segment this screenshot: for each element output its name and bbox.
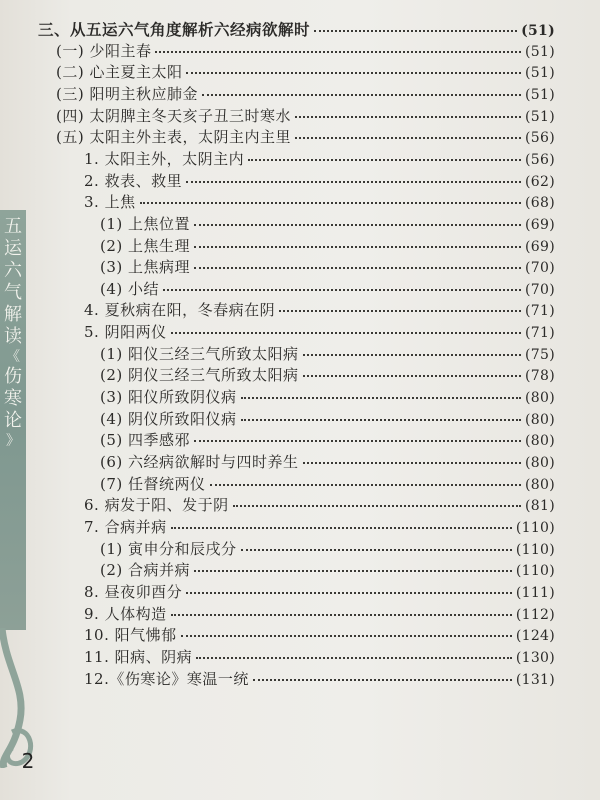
toc-entry-page: (80) [525,433,555,450]
dot-leader [194,245,521,248]
toc-entry-page: (112) [515,606,555,623]
toc-entry [56,105,555,126]
toc-entry [84,191,555,212]
toc-entry-page: (51) [521,23,555,39]
toc-entry-title: 4. 夏秋病在阳，冬春病在阴 [84,301,276,320]
book-title-char: 》 [6,433,20,449]
book-title-char: 六 [4,260,22,281]
toc-entry [84,624,555,645]
toc-entry-page: (56) [525,151,555,168]
toc-entry-title: 5. 阴阳两仪 [84,323,167,342]
toc-entry-title: (三) 阳明主秋应肺金 [56,84,198,103]
toc-entry-title: 1. 太阳主外，太阴主内 [84,149,245,168]
toc-entry [84,668,555,689]
dot-leader [171,526,512,529]
dot-leader [186,180,521,183]
book-title-char: 《 [6,349,20,365]
toc-entry-page: (80) [525,411,555,428]
toc-entry-title: 2. 救表、救里 [84,171,183,190]
book-title-char: 运 [4,238,22,259]
toc-entry-page: (110) [515,541,555,558]
dot-leader [241,396,522,399]
dot-leader [171,613,512,616]
toc-entry-title: 7. 合病并病 [84,517,167,536]
dot-leader [241,548,512,551]
toc-entry-title: (4) 阴仪所致阳仪病 [100,409,237,428]
toc-entry-page: (51) [525,43,555,60]
dot-leader [194,439,521,442]
dot-leader [295,115,521,118]
toc-entry [84,494,555,515]
toc-entry [38,18,555,40]
toc-entry [100,343,555,364]
dot-leader [241,418,522,421]
toc-entry-title: (五) 太阳主外主表，太阴主内主里 [56,128,291,147]
toc-entry-title: (2) 上焦生理 [100,236,191,255]
toc-entry [100,538,555,559]
dot-leader [233,504,521,507]
dot-leader [194,223,521,226]
dot-leader [314,29,517,32]
toc-entry-page: (78) [525,368,555,385]
toc-entry-title: (1) 上焦位置 [100,214,191,233]
toc-entry-page: (80) [525,476,555,493]
toc-entry [100,451,555,472]
toc-entry-page: (69) [525,216,555,233]
dot-leader [186,71,521,74]
toc-entry-title: (4) 小结 [100,279,160,298]
toc-entry-title: 8. 昼夜卯酉分 [84,582,183,601]
toc-entry-title: (四) 太阴脾主冬天亥子丑三时寒水 [56,106,291,125]
toc-entry-title: (3) 阳仪所致阴仪病 [100,388,237,407]
dot-leader [194,266,521,269]
dot-leader [194,569,512,572]
book-title-char: 寒 [4,388,22,409]
toc-entry-page: (75) [525,346,555,363]
dot-leader [140,201,521,204]
toc-entry [100,235,555,256]
dot-leader [181,634,512,637]
toc-entry-title: (二) 心主夏主太阳 [56,63,183,82]
toc-entry [100,213,555,234]
toc-entry-title: (1) 寅申分和辰戌分 [100,539,237,558]
toc-entry [100,408,555,429]
toc-entry-title: (1) 阳仪三经三气所致太阳病 [100,344,299,363]
toc-entry [56,126,555,147]
page-number: 2 [21,749,35,773]
toc-entry [100,278,555,299]
toc-entry-title: 三、从五运六气角度解析六经病欲解时 [38,20,311,39]
book-title-char: 解 [4,304,22,325]
toc-entry-page: (71) [525,325,555,342]
book-title-char: 伤 [4,366,22,387]
toc-entry [100,364,555,385]
dot-leader [248,158,521,161]
toc-entry-page: (70) [525,260,555,277]
toc-entry-title: (3) 上焦病理 [100,258,191,277]
dot-leader [202,93,521,96]
toc-entry-page: (51) [525,65,555,82]
toc-entry [84,646,555,667]
toc-entry-title: (一) 少阳主春 [56,41,152,60]
toc-entry [56,61,555,82]
toc-entry-page: (80) [525,390,555,407]
toc-entry-page: (69) [525,238,555,255]
dot-leader [186,591,512,594]
toc-entry-page: (111) [515,584,555,601]
dot-leader [303,353,522,356]
dot-leader [155,50,521,53]
toc-entry-page: (56) [525,130,555,147]
toc-entry-title: (2) 阴仪三经三气所致太阳病 [100,366,299,385]
toc-entry [56,40,555,61]
toc-entry-page: (80) [525,455,555,471]
dot-leader [279,309,521,312]
toc-entry-page: (110) [515,519,555,536]
toc-entry-title: (5) 四季感邪 [100,431,191,450]
dot-leader [295,136,521,139]
toc-entry-page: (71) [525,303,555,320]
toc-entry-page: (131) [515,671,555,688]
dot-leader [303,374,522,377]
toc-entry [84,603,555,624]
toc-entry [84,299,555,320]
toc-entry [84,170,555,191]
book-title-char: 五 [4,216,22,237]
toc-entry-title: 11. 阳病、阴病 [84,647,193,666]
toc-entry-page: (51) [525,108,555,125]
toc-entry-title: (2) 合病并病 [100,561,191,580]
dot-leader [163,288,521,291]
toc-entry-page: (130) [515,649,555,666]
toc-entry-page: (68) [525,195,555,212]
toc-entry-title: 9. 人体构造 [84,604,167,623]
toc-entry-title: 6. 病发于阳、发于阴 [84,496,229,515]
toc-entry-title: (6) 六经病欲解时与四时养生 [100,453,299,471]
book-title-char: 论 [4,410,22,431]
toc-entry-page: (62) [525,173,555,190]
toc-entry-page: (124) [515,628,555,645]
dot-leader [210,483,522,486]
book-title-char: 气 [4,282,22,303]
toc-entry-page: (110) [515,563,555,580]
toc-entry [84,148,555,169]
toc-entry-title: 12.《伤寒论》寒温一统 [84,669,249,688]
toc-entry-page: (51) [525,86,555,103]
toc-entry [100,386,555,407]
dot-leader [253,678,512,681]
dot-leader [303,461,522,464]
dot-leader [196,656,512,659]
toc-entry [84,321,555,342]
toc-entry-title: 10. 阳气怫郁 [84,626,177,645]
toc-entry [100,559,555,580]
toc-entry [100,473,555,494]
toc-entry-title: 3. 上焦 [84,193,136,212]
dot-leader [171,331,521,334]
toc-entry [56,83,555,104]
toc-entry [100,256,555,277]
toc-entry-page: (70) [525,281,555,298]
book-title-char: 读 [4,326,22,347]
toc-entry-page: (81) [525,498,555,515]
toc-entry [84,581,555,602]
toc-entry [84,516,555,537]
toc-entry-title: (7) 任督统两仪 [100,474,206,493]
toc-entry [100,429,555,450]
